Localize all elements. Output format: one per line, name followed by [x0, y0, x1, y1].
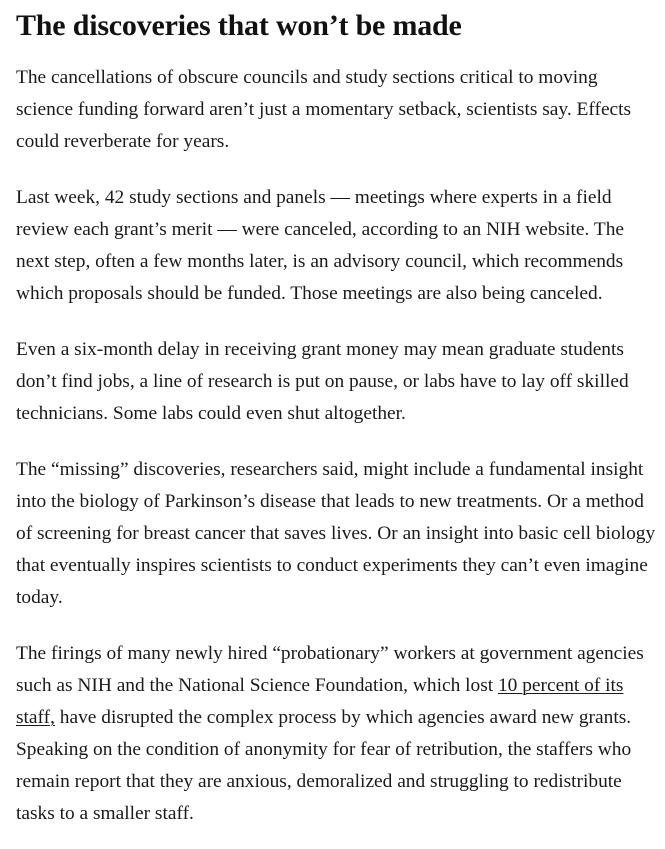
article-paragraph-3: Even a six-month delay in receiving grant money may mean graduate students don’t find jobs, a line of research is put on pause, or labs have to lay off skilled technicians. Some labs could even shut altogether.	[16, 339, 629, 424]
article-paragraph-2: Last week, 42 study sections and panels — meetings where experts in a field review each grant’s merit — were canceled, according to an NIH website. The next step, often a few months later, is an advisory council, which recommends which proposals should be funded. Those meetings are also being canceled.	[16, 187, 625, 304]
article-body	[16, 0, 656, 830]
article-paragraph-4: The “missing” discoveries, researchers said, might include a fundamental insight into the biology of Parkinson’s disease that leads to new treatments. Or a method of screening for breast cancer that saves lives. Or an insight into basic cell biology that eventually inspires scientists to conduct experiments they can’t even imagine today.	[16, 459, 656, 608]
article-headline: The discoveries that won’t be made	[16, 9, 462, 42]
article-paragraph-5	[16, 638, 656, 830]
paragraph-text-after-link: have disrupted the complex process by which agencies award new grants. Speaking on the condition of anonymity for fear of retribution, the staffers who remain report that they are anxious, demoralized and struggling to redistribute tasks to a smaller staff.	[16, 707, 632, 824]
staff-cuts-link[interactable]: 10 percent of its staff,	[16, 675, 624, 728]
article-paragraph-1: The cancellations of obscure councils and study sections critical to moving science funding forward aren’t just a momentary setback, scientists say. Effects could reverberate for years.	[16, 67, 632, 152]
paragraph-text-before-link: The firings of many newly hired “probationary” workers at government agencies such as NIH and the National Science Foundation, which lost	[16, 643, 644, 696]
